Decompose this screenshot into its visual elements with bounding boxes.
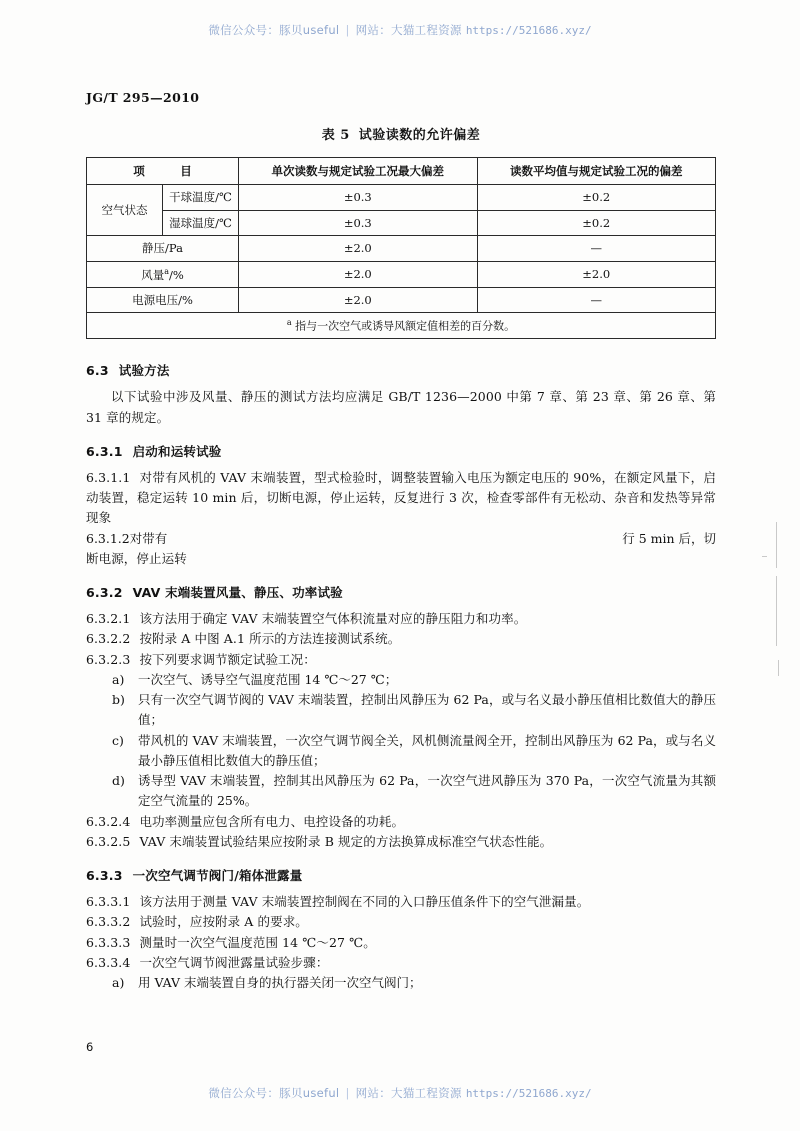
table-caption-number: 表 5 <box>321 128 350 143</box>
heading-6-3-1-title: 启动和运转试验 <box>132 443 222 459</box>
paragraph-6-3-1-2-head: 对带有 <box>129 530 168 546</box>
scan-artifact <box>776 576 777 646</box>
watermark-site-name: 大猫工程资源 <box>391 1086 462 1100</box>
table-row <box>87 210 716 235</box>
paragraph-6-3-2-1-number: 6.3.2.1 <box>86 611 131 627</box>
footnote-marker-icon: a <box>286 318 292 328</box>
table-row <box>87 185 716 210</box>
paragraph-6-3-1-2-line1 <box>86 529 716 549</box>
list-item-text: 只有一次空气调节阀的 VAV 末端装置，控制出风静压为 62 Pa，或与名义最小静压值相比数值大的静压值； <box>138 692 716 728</box>
paragraph-6-3-2-4-text: 电功率测量应包含所有电力、电控设备的功耗。 <box>139 813 405 829</box>
heading-6-3-1 <box>86 442 716 460</box>
watermark-site-name: 大猫工程资源 <box>391 23 462 37</box>
cell-dry-bulb-average: ±0.2 <box>477 185 715 210</box>
paragraph-6-3-3-3 <box>86 933 716 953</box>
cell-supply-voltage-average: — <box>477 287 715 312</box>
cell-supply-voltage-single: ±2.0 <box>239 287 477 312</box>
list-item <box>86 670 716 690</box>
running-head-standard-number: JG/T 295—2010 <box>86 90 200 105</box>
table-caption-text: 试验读数的允许偏差 <box>358 128 481 143</box>
paragraph-6-3-2-2-text: 按附录 A 中图 A.1 所示的方法连接测试系统。 <box>139 631 401 647</box>
paragraph-6-3-3-3-text: 测量时一次空气温度范围 14 ℃～27 ℃。 <box>139 934 376 950</box>
row-label-air-volume-text: 风量 <box>141 267 165 282</box>
paragraph-6-3-3-4 <box>86 953 716 973</box>
list-item-marker: d) <box>112 773 125 789</box>
paragraph-6-3-2-5-number: 6.3.2.5 <box>86 833 131 849</box>
paragraph-6-3-1-2-tail: 行 5 min 后，切 <box>622 530 716 546</box>
list-item-text: 带风机的 VAV 末端装置，一次空气调节阀全关，风机侧流量阀全开，控制出风静压为 62 Pa，或与名义最小静压值相比数值大的静压值； <box>138 732 716 768</box>
row-label-static-pressure: 静压/Pa <box>87 236 239 261</box>
watermark-url: https://521686.xyz/ <box>465 24 592 37</box>
cell-static-pressure-average: — <box>477 236 715 261</box>
list-item-text: 用 VAV 末端装置自身的执行器关闭一次空气阀门； <box>138 975 422 991</box>
table-head <box>87 158 716 185</box>
heading-6-3-2-number: 6.3.2 <box>86 585 123 601</box>
list-item-marker: a) <box>112 671 125 687</box>
cell-wet-bulb-average: ±0.2 <box>477 210 715 235</box>
watermark-site-label: 网站： <box>355 1086 392 1100</box>
watermark-separator: | <box>345 23 350 37</box>
list-item-marker: a) <box>112 975 125 991</box>
heading-6-3-3-number: 6.3.3 <box>86 868 123 884</box>
column-header-single-reading: 单次读数与规定试验工况最大偏差 <box>239 158 477 185</box>
table-row <box>87 236 716 261</box>
paragraph-6-3-2-4 <box>86 812 716 832</box>
cell-static-pressure-single: ±2.0 <box>239 236 477 261</box>
paragraph-6-3-1-1-number: 6.3.1.1 <box>86 469 131 485</box>
paragraph-6-3-2-3 <box>86 650 716 670</box>
row-label-wet-bulb: 湿球温度/℃ <box>163 210 239 235</box>
list-item <box>86 771 716 812</box>
heading-6-3 <box>86 361 716 379</box>
paragraph-6-3-3-2 <box>86 912 716 932</box>
table-body <box>87 185 716 339</box>
list-item-text: 一次空气、诱导空气温度范围 14 ℃～27 ℃； <box>138 671 398 687</box>
heading-6-3-2-title: VAV 末端装置风量、静压、功率试验 <box>132 585 343 601</box>
footnote-marker-icon: a <box>164 266 170 276</box>
row-group-air-state: 空气状态 <box>87 185 163 236</box>
list-item <box>86 973 716 993</box>
table-header-row <box>87 158 716 185</box>
paragraph-6-3-2-1-text: 该方法用于确定 VAV 末端装置空气体积流量对应的静压阻力和功率。 <box>139 611 527 627</box>
watermark-wechat-label: 微信公众号： <box>208 23 280 37</box>
column-header-average-reading: 读数平均值与规定试验工况的偏差 <box>477 158 715 185</box>
row-label-air-volume <box>87 261 239 287</box>
paragraph-6-3-2-3-text: 按下列要求调节额定试验工况： <box>139 651 316 667</box>
row-label-supply-voltage: 电源电压/% <box>87 287 239 312</box>
table-caption <box>86 124 716 143</box>
paragraph-6-3-1-2-number: 6.3.1.2 <box>86 530 130 546</box>
watermark-url: https://521686.xyz/ <box>465 1087 592 1100</box>
paragraph-6-3-2-5 <box>86 832 716 852</box>
scan-artifact <box>778 660 779 676</box>
list-item <box>86 731 716 772</box>
watermark-wechat-label: 微信公众号： <box>208 1086 280 1100</box>
paragraph-6-3-2-2 <box>86 629 716 649</box>
watermark-account: 豚贝useful <box>279 23 340 37</box>
list-item <box>86 690 716 731</box>
paragraph-6-3-1-2-line2: 断电源，停止运转 <box>86 550 187 566</box>
page-content <box>86 124 716 993</box>
paragraph-6-3-3-2-text: 试验时，应按附录 A 的要求。 <box>139 914 308 930</box>
page-number: 6 <box>86 1040 94 1054</box>
table-row <box>87 287 716 312</box>
heading-6-3-2 <box>86 583 716 601</box>
scan-artifact <box>762 556 767 557</box>
paragraph-6-3-3-2-number: 6.3.3.2 <box>86 914 131 930</box>
column-header-item: 项 目 <box>87 158 239 185</box>
watermark-account: 豚贝useful <box>279 1086 340 1100</box>
paragraph-6-3-3-4-text: 一次空气调节阀泄露量试验步骤： <box>139 954 329 970</box>
table-row <box>87 261 716 287</box>
paragraph-6-3-3-1-text: 该方法用于测量 VAV 末端装置控制阀在不同的入口静压值条件下的空气泄漏量。 <box>139 894 590 910</box>
list-item-marker: b) <box>112 692 125 708</box>
table-test-reading-tolerance <box>86 157 716 339</box>
table-footnote <box>87 313 716 339</box>
watermark-top <box>0 22 800 38</box>
cell-air-volume-average: ±2.0 <box>477 261 715 287</box>
row-label-air-volume-unit: /% <box>169 267 184 282</box>
scan-artifact <box>776 522 777 568</box>
watermark-site-label: 网站： <box>355 23 392 37</box>
paragraph-6-3-3-1-number: 6.3.3.1 <box>86 894 131 910</box>
cell-dry-bulb-single: ±0.3 <box>239 185 477 210</box>
list-item-marker: c) <box>112 732 124 748</box>
paragraph-6-3-1-1 <box>86 468 716 529</box>
paragraph-6-3-2-2-number: 6.3.2.2 <box>86 631 131 647</box>
table-footnote-text: 指与一次空气或诱导风额定值相差的百分数。 <box>295 319 516 333</box>
heading-6-3-3 <box>86 866 716 884</box>
heading-6-3-number: 6.3 <box>86 363 109 379</box>
paragraph-6-3-3-1 <box>86 892 716 912</box>
paragraph-6-3-2-1 <box>86 609 716 629</box>
list-item-text: 诱导型 VAV 末端装置，控制其出风静压为 62 Pa，一次空气进风静压为 370 Pa，一次空气流量为其额定空气流量的 25%。 <box>138 773 716 809</box>
paragraph-6-3-2-5-text: VAV 末端装置试验结果应按附录 B 规定的方法换算成标准空气状态性能。 <box>139 833 553 849</box>
paragraph-6-3-2-3-number: 6.3.2.3 <box>86 651 131 667</box>
heading-6-3-1-number: 6.3.1 <box>86 443 123 459</box>
row-label-dry-bulb: 干球温度/℃ <box>163 185 239 210</box>
paragraph-6-3-3-3-number: 6.3.3.3 <box>86 934 131 950</box>
heading-6-3-title: 试验方法 <box>118 363 170 379</box>
paragraph-6-3-intro: 以下试验中涉及风量、静压的测试方法均应满足 GB/T 1236—2000 中第 7 章、第 23 章、第 26 章、第 31 章的规定。 <box>86 389 716 425</box>
table-footnote-row <box>87 313 716 339</box>
heading-6-3-3-title: 一次空气调节阀门/箱体泄露量 <box>132 868 303 884</box>
watermark-separator: | <box>345 1086 350 1100</box>
cell-air-volume-single: ±2.0 <box>239 261 477 287</box>
paragraph-6-3-1-1-text: 对带有风机的 VAV 末端装置，型式检验时，调整装置输入电压为额定电压的 90%，在额定风量下，启动装置，稳定运转 10 min 后，切断电源，停止运转，反复进行 3 次，检查零部件有无松动、杂音和发热等异常现象 <box>86 469 716 526</box>
cell-wet-bulb-single: ±0.3 <box>239 210 477 235</box>
watermark-bottom <box>0 1085 800 1101</box>
paragraph-6-3-2-4-number: 6.3.2.4 <box>86 813 131 829</box>
paragraph-6-3-3-4-number: 6.3.3.4 <box>86 954 131 970</box>
